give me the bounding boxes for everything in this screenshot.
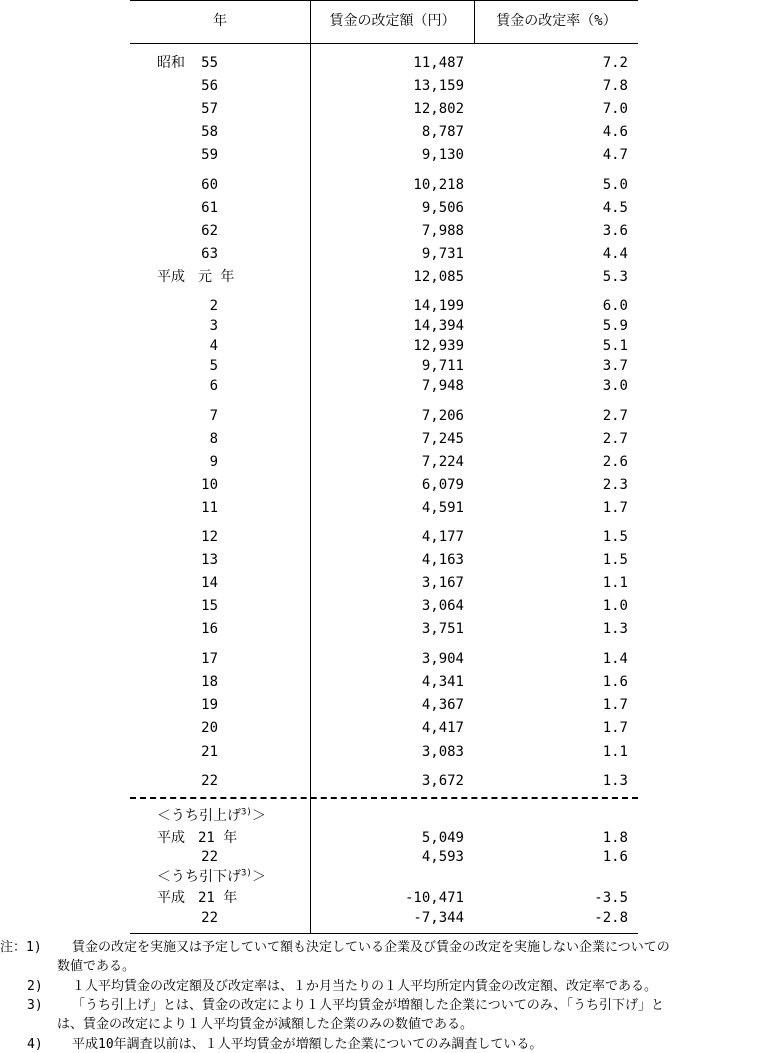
- row-year: 62: [201, 223, 218, 239]
- row-amount: 10,218: [413, 177, 464, 193]
- row-year: 17: [201, 651, 218, 667]
- row-amount: 5,049: [421, 830, 464, 846]
- header-year: 年: [213, 13, 227, 29]
- row-year: 13: [201, 552, 218, 568]
- row-amount: -10,471: [404, 890, 464, 906]
- row-rate: 1.0: [602, 598, 628, 614]
- row-year: 16: [201, 621, 218, 637]
- row-amount: 4,417: [421, 720, 464, 736]
- row-amount: 7,224: [421, 454, 464, 470]
- row-amount: 3,672: [421, 773, 464, 789]
- row-rate: 1.1: [602, 575, 628, 591]
- header-rate: 賃金の改定率（%）: [496, 13, 617, 29]
- row-year: 22: [201, 910, 218, 926]
- row-amount: 9,506: [421, 200, 464, 216]
- row-era: 平成: [157, 830, 185, 846]
- row-amount: 9,731: [421, 246, 464, 262]
- raise-section-label: ＜うち引上げ$^{3)}$＞: [157, 807, 266, 824]
- row-rate: -3.5: [594, 890, 628, 906]
- row-amount: 8,787: [421, 124, 464, 140]
- row-year: 60: [201, 177, 218, 193]
- note-1-line-b: 数値である。: [57, 959, 136, 974]
- row-amount: 4,367: [421, 697, 464, 713]
- row-amount: 3,167: [421, 575, 464, 591]
- row-amount: 4,341: [421, 674, 464, 690]
- row-year: 18: [201, 674, 218, 690]
- row-year: 14: [201, 575, 218, 591]
- row-rate: 4.5: [602, 200, 628, 216]
- row-rate: 4.7: [602, 147, 628, 163]
- row-rate: 1.7: [602, 697, 628, 713]
- row-rate: 1.8: [602, 830, 628, 846]
- row-rate: 1.4: [602, 651, 628, 667]
- row-rate: 7.8: [602, 78, 628, 94]
- row-amount: 14,199: [413, 298, 464, 314]
- row-year: 21 年: [198, 830, 238, 846]
- row-rate: 4.6: [602, 124, 628, 140]
- row-rate: 2.6: [602, 454, 628, 470]
- row-year: 21: [201, 744, 218, 760]
- row-rate: 2.7: [602, 431, 628, 447]
- row-rate: 1.3: [602, 773, 628, 789]
- row-year: 10: [201, 477, 218, 493]
- note-1-line-a: 賃金の改定を実施又は予定していて額も決定している企業及び賃金の改定を実施しない企業についての: [72, 940, 670, 955]
- row-amount: 3,904: [421, 651, 464, 667]
- row-year: 4: [209, 338, 218, 354]
- row-amount: 12,802: [413, 101, 464, 117]
- row-rate: 4.4: [602, 246, 628, 262]
- row-amount: 4,593: [421, 849, 464, 865]
- row-amount: 12,085: [413, 269, 464, 285]
- row-amount: 6,079: [421, 477, 464, 493]
- row-amount: 9,130: [421, 147, 464, 163]
- row-amount: 7,206: [421, 408, 464, 424]
- row-rate: 3.6: [602, 223, 628, 239]
- row-year: 15: [201, 598, 218, 614]
- row-rate: 1.1: [602, 744, 628, 760]
- note-4-text: 平成10年調査以前は、１人平均賃金が増額した企業についてのみ調査している。: [72, 1037, 543, 1052]
- row-rate: 5.1: [602, 338, 628, 354]
- row-rate: 7.2: [602, 55, 628, 71]
- row-year: 5: [209, 358, 218, 374]
- row-year: 8: [209, 431, 218, 447]
- row-year: 55: [201, 55, 218, 71]
- row-year: 11: [201, 500, 218, 516]
- row-year: 61: [201, 200, 218, 216]
- header-bottom-rule: [130, 43, 638, 44]
- row-amount: 3,064: [421, 598, 464, 614]
- row-year: 20: [201, 720, 218, 736]
- note-2-text: １人平均賃金の改定額及び改定率は、１か月当たりの１人平均所定内賃金の改定額、改定率である。: [72, 979, 658, 994]
- row-amount: 4,177: [421, 529, 464, 545]
- row-era: 平成: [157, 890, 185, 906]
- section-divider: [130, 797, 638, 799]
- row-rate: 1.3: [602, 621, 628, 637]
- table-bottom-rule: [130, 933, 638, 934]
- row-year: 57: [201, 101, 218, 117]
- row-year: 63: [201, 246, 218, 262]
- row-amount: 11,487: [413, 55, 464, 71]
- row-rate: 2.7: [602, 408, 628, 424]
- row-year: 2: [209, 298, 218, 314]
- row-rate: 1.6: [602, 674, 628, 690]
- row-year: 22: [201, 849, 218, 865]
- row-year: 9: [209, 454, 218, 470]
- note-3-line-b: は、賃金の改定により１人平均賃金が減額した企業のみの数値である。: [57, 1017, 474, 1032]
- cut-section-label: ＜うち引下げ$^{3)}$＞: [157, 868, 266, 885]
- row-amount: 7,988: [421, 223, 464, 239]
- row-rate: 3.7: [602, 358, 628, 374]
- row-amount: 3,751: [421, 621, 464, 637]
- row-year: 元 年: [198, 269, 235, 285]
- row-rate: 1.6: [602, 849, 628, 865]
- row-year: 21 年: [198, 890, 238, 906]
- row-era: 平成: [157, 269, 185, 285]
- row-rate: -2.8: [594, 910, 628, 926]
- row-amount: 14,394: [413, 318, 464, 334]
- row-year: 22: [201, 773, 218, 789]
- row-amount: -7,344: [413, 910, 464, 926]
- row-rate: 1.7: [602, 720, 628, 736]
- row-year: 6: [209, 378, 218, 394]
- row-year: 7: [209, 408, 218, 424]
- note-1-label: 注：1): [0, 940, 42, 955]
- row-era: 昭和: [157, 55, 185, 71]
- row-rate: 1.5: [602, 529, 628, 545]
- row-amount: 3,083: [421, 744, 464, 760]
- row-amount: 4,163: [421, 552, 464, 568]
- row-amount: 9,711: [421, 358, 464, 374]
- note-3-line-a: 「うち引上げ」とは、賃金の改定により１人平均賃金が増額した企業についてのみ、「うち引下げ」と: [72, 998, 665, 1013]
- row-rate: 6.0: [602, 298, 628, 314]
- row-year: 59: [201, 147, 218, 163]
- row-amount: 12,939: [413, 338, 464, 354]
- row-rate: 7.0: [602, 101, 628, 117]
- row-year: 56: [201, 78, 218, 94]
- row-rate: 5.0: [602, 177, 628, 193]
- row-rate: 1.7: [602, 500, 628, 516]
- row-amount: 13,159: [413, 78, 464, 94]
- row-rate: 3.0: [602, 378, 628, 394]
- row-rate: 2.3: [602, 477, 628, 493]
- table-top-rule: [130, 0, 638, 1]
- row-year: 58: [201, 124, 218, 140]
- row-amount: 7,948: [421, 378, 464, 394]
- note-2-label: 2): [27, 979, 43, 994]
- row-year: 3: [209, 318, 218, 334]
- note-4-label: 4): [27, 1037, 43, 1052]
- row-rate: 5.3: [602, 269, 628, 285]
- row-amount: 7,245: [421, 431, 464, 447]
- row-amount: 4,591: [421, 500, 464, 516]
- note-3-label: 3): [27, 998, 43, 1013]
- row-rate: 1.5: [602, 552, 628, 568]
- header-amount: 賃金の改定額（円）: [329, 13, 456, 29]
- row-year: 19: [201, 697, 218, 713]
- row-year: 12: [201, 529, 218, 545]
- row-rate: 5.9: [602, 318, 628, 334]
